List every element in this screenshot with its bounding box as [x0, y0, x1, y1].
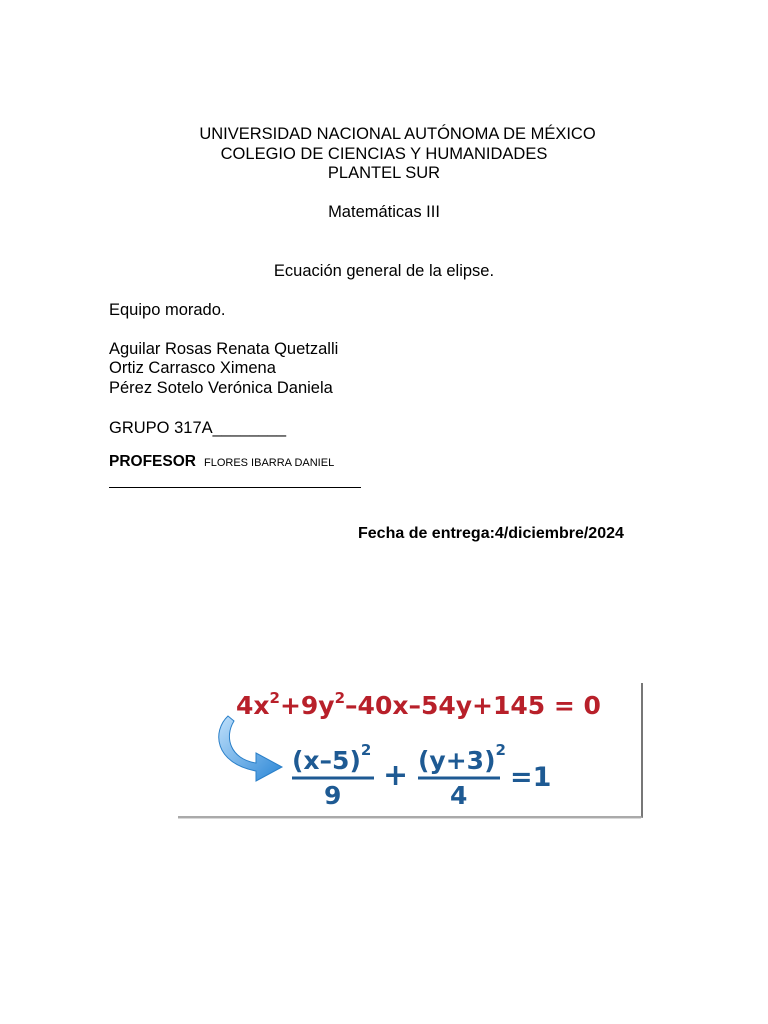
group-number: GRUPO 317A________ [109, 419, 287, 437]
due-date: Fecha de entrega:4/diciembre/2024 [358, 525, 624, 542]
document-title: Ecuación general de la elipse. [273, 262, 495, 280]
team-member: Ortiz Carrasco Ximena [109, 359, 276, 377]
team-member: Aguilar Rosas Renata Quetzalli [109, 340, 339, 358]
professor-name: FLORES IBARRA DANIEL [203, 457, 335, 469]
fraction-1-numerator: $(x-5)^2$ [292, 741, 372, 775]
campus-name: PLANTEL SUR [327, 164, 441, 182]
standard-equation [292, 741, 551, 810]
fraction-2-denominator: 4 [450, 781, 468, 810]
professor-label: PROFESOR [109, 453, 196, 470]
general-equation: $4x^2+9y^2-40x-54y+145 = 0$ [236, 689, 601, 720]
equals-one: =1 [510, 762, 552, 793]
college-name: COLEGIO DE CIENCIAS Y HUMANIDADES [220, 145, 548, 163]
fraction-1-denominator: 9 [324, 781, 342, 810]
curved-arrow-icon [219, 716, 282, 781]
team-member: Pérez Sotelo Verónica Daniela [109, 379, 333, 397]
equation-graphic [178, 683, 641, 816]
team-name: Equipo morado. [109, 301, 226, 319]
professor-underline [109, 487, 361, 488]
university-name: UNIVERSIDAD NACIONAL AUTÓNOMA DE MÉXICO [199, 125, 596, 143]
professor-row [109, 451, 334, 473]
equation-image [178, 683, 643, 818]
fraction-2-numerator: $(y+3)^2$ [418, 741, 506, 775]
plus-sign: + [383, 758, 409, 793]
subject: Matemáticas III [328, 203, 440, 221]
